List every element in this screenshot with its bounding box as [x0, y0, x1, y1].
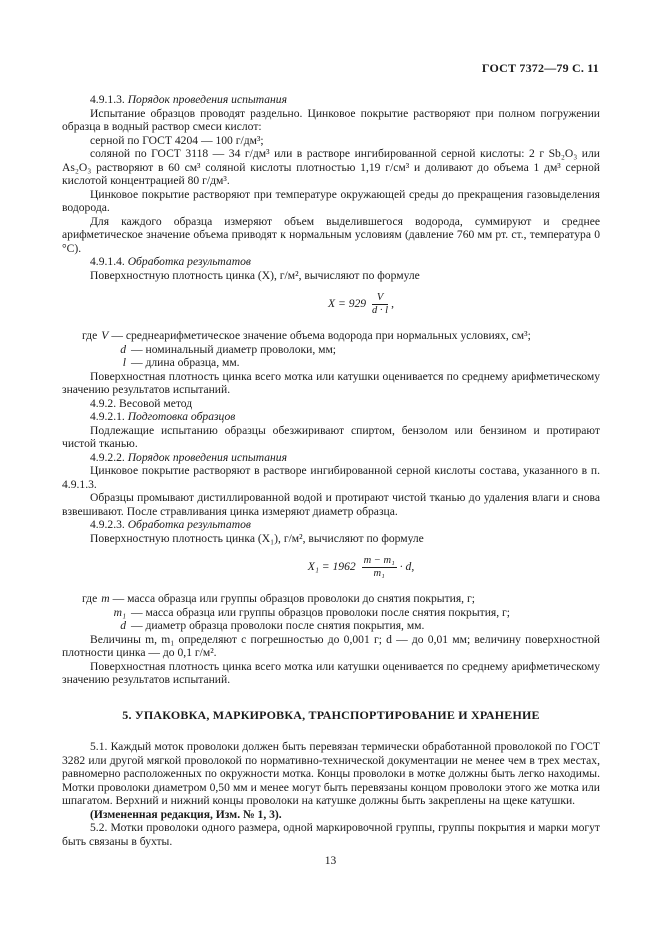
formula-x1	[122, 555, 600, 580]
formula-lhs: X₁ = 1962	[307, 560, 356, 574]
paragraph: Величины m, m₁ определяют с погрешностью до 0,001 г; d — до 0,01 мм; величину поверхностной плотности цинка — до 0,1 г/м².	[62, 632, 600, 659]
legend-text: — среднеарифметическое значение объема водорода при нормальных условиях, см³;	[111, 329, 531, 342]
legend-symbol: d	[120, 342, 126, 356]
legend-text: — номинальный диаметр проволоки, мм;	[131, 342, 337, 356]
subsection-4-9-2: 4.9.2. Весовой метод	[90, 396, 193, 410]
legend-text: — диаметр образца проволоки после снятия покрытия, мм.	[131, 619, 425, 632]
paragraph: Образцы промывают дистиллированной водой и протирают чистой тканью до удаления влаги и снова взвешивают. После стравливания цинка измеряют диаметр образца.	[62, 491, 600, 518]
paragraph: Цинковое покрытие растворяют при температуре окружающей среды до прекращения газовыделения водорода.	[62, 187, 600, 214]
subsection-4-9-2-2	[62, 451, 600, 465]
paragraph: Поверхностная плотность цинка всего мотка или катушки оценивается по среднему арифметическому значению результатов испытаний.	[62, 659, 600, 686]
formula-x	[122, 292, 600, 317]
legend-where: где	[82, 592, 98, 605]
legend-where: где	[82, 329, 98, 342]
subsection-number: 4.9.2.3.	[90, 518, 125, 531]
paragraph: Для каждого образца измеряют объем выделившегося водорода, суммируют и среднее арифметическое значение объема приводят к нормальным условиям (давление 760 мм рт. ст., температура 0 °С).	[62, 214, 600, 255]
fraction-numerator: m − m₁	[363, 555, 395, 566]
paragraph: Подлежащие испытанию образцы обезжиривают спиртом, бензолом или бензином и протирают чистой тканью.	[62, 423, 600, 450]
subsection-4-9-2-1	[62, 410, 600, 424]
subsection-title: Подготовка образцов	[127, 410, 236, 423]
paragraph: Поверхностная плотность цинка всего мотка или катушки оценивается по среднему арифметическому значению результатов испытаний.	[62, 369, 600, 396]
legend-symbol: d	[120, 619, 126, 632]
subsection-number: 4.9.2.2.	[90, 450, 125, 464]
fraction-numerator: V	[372, 292, 388, 305]
formula-legend	[62, 329, 600, 370]
paragraph: Испытание образцов проводят раздельно. Цинковое покрытие растворяют при полном погружении образца в водный раствор смеси кислот:	[62, 106, 600, 133]
subsection-4-9-2-3	[62, 518, 600, 532]
fraction-denominator: d · l	[372, 305, 389, 316]
formula-lhs: X = 929	[328, 297, 367, 311]
paragraph: Поверхностную плотность цинка (X₁), г/м², вычисляют по формуле	[90, 531, 424, 545]
legend-text: — масса образца или группы образцов проволоки до снятия покрытия, г;	[112, 592, 475, 605]
subsection-number: 4.9.1.4.	[90, 255, 125, 268]
page-header: ГОСТ 7372—79 С. 11	[481, 61, 599, 75]
subsection-title: Обработка результатов	[127, 255, 251, 268]
legend-text: — длина образца, мм.	[131, 356, 240, 369]
subsection-title: Порядок проведения испытания	[127, 450, 287, 464]
formula-tail: ,	[391, 297, 394, 311]
legend-text: — масса образца или группы образцов проволоки после снятия покрытия, г;	[131, 605, 511, 619]
paragraph: 5.2. Мотки проволоки одного размера, одной маркировочной группы, группы покрытия и марки могут быть связаны в бухты.	[62, 821, 600, 848]
subsection-4-9-1-4	[62, 255, 600, 269]
page-content	[62, 93, 600, 848]
section-5-title: 5. УПАКОВКА, МАРКИРОВКА, ТРАНСПОРТИРОВАНИЕ И ХРАНЕНИЕ	[122, 707, 540, 722]
legend-symbol: V	[101, 329, 109, 342]
subsection-4-9-1-3	[62, 93, 600, 107]
formula-legend	[62, 592, 600, 633]
legend-symbol: l	[122, 356, 126, 369]
paragraph: соляной по ГОСТ 3118 — 34 г/дм³ или в растворе ингибированной серной кислоты: 2 г Sb₂O₃ или As₂O₃ растворяют в 60 см³ соляной кислоты плотностью 1,19 г/см³ и доливают до объема 1 дм³ серной кислотой концентрацией 80 г/дм³.	[62, 147, 600, 187]
formula-fraction	[362, 555, 397, 580]
paragraph: Поверхностную плотность цинка (X), г/м², вычисляют по формуле	[90, 268, 420, 282]
legend-symbol: m₁	[113, 605, 126, 619]
legend-symbol: m	[101, 592, 110, 605]
page-number: 13	[324, 855, 337, 867]
paragraph: Цинковое покрытие растворяют в растворе ингибированной серной кислоты состава, указанного в п. 4.9.1.3.	[62, 464, 600, 491]
paragraph: серной по ГОСТ 4204 — 100 г/дм³;	[90, 133, 264, 147]
fraction-denominator: m₁	[373, 568, 385, 579]
subsection-title: Обработка результатов	[127, 518, 251, 531]
formula-tail: · d,	[399, 560, 415, 574]
paragraph: 5.1. Каждый моток проволоки должен быть перевязан термически обработанной проволокой по ГОСТ 3282 или другой мягкой проволокой по нормативно-технической документации не менее чем в трех местах, равномерно расположенных по окружности мотка. Концы проволоки в мотке должны быть легко находимы. Мотки проволоки диаметром 0,50 мм и менее могут быть перевязаны концом проволоки этого же мотка или шпагатом. Верхний и нижний концы проволоки на катушке должны быть закреплены на щеке катушки.	[62, 740, 600, 807]
subsection-title: Порядок проведения испытания	[127, 93, 287, 106]
amendment-note: (Измененная редакция, Изм. № 1, 3).	[90, 807, 282, 821]
subsection-number: 4.9.2.1.	[90, 410, 125, 423]
formula-fraction	[372, 292, 388, 317]
subsection-number: 4.9.1.3.	[90, 93, 125, 106]
